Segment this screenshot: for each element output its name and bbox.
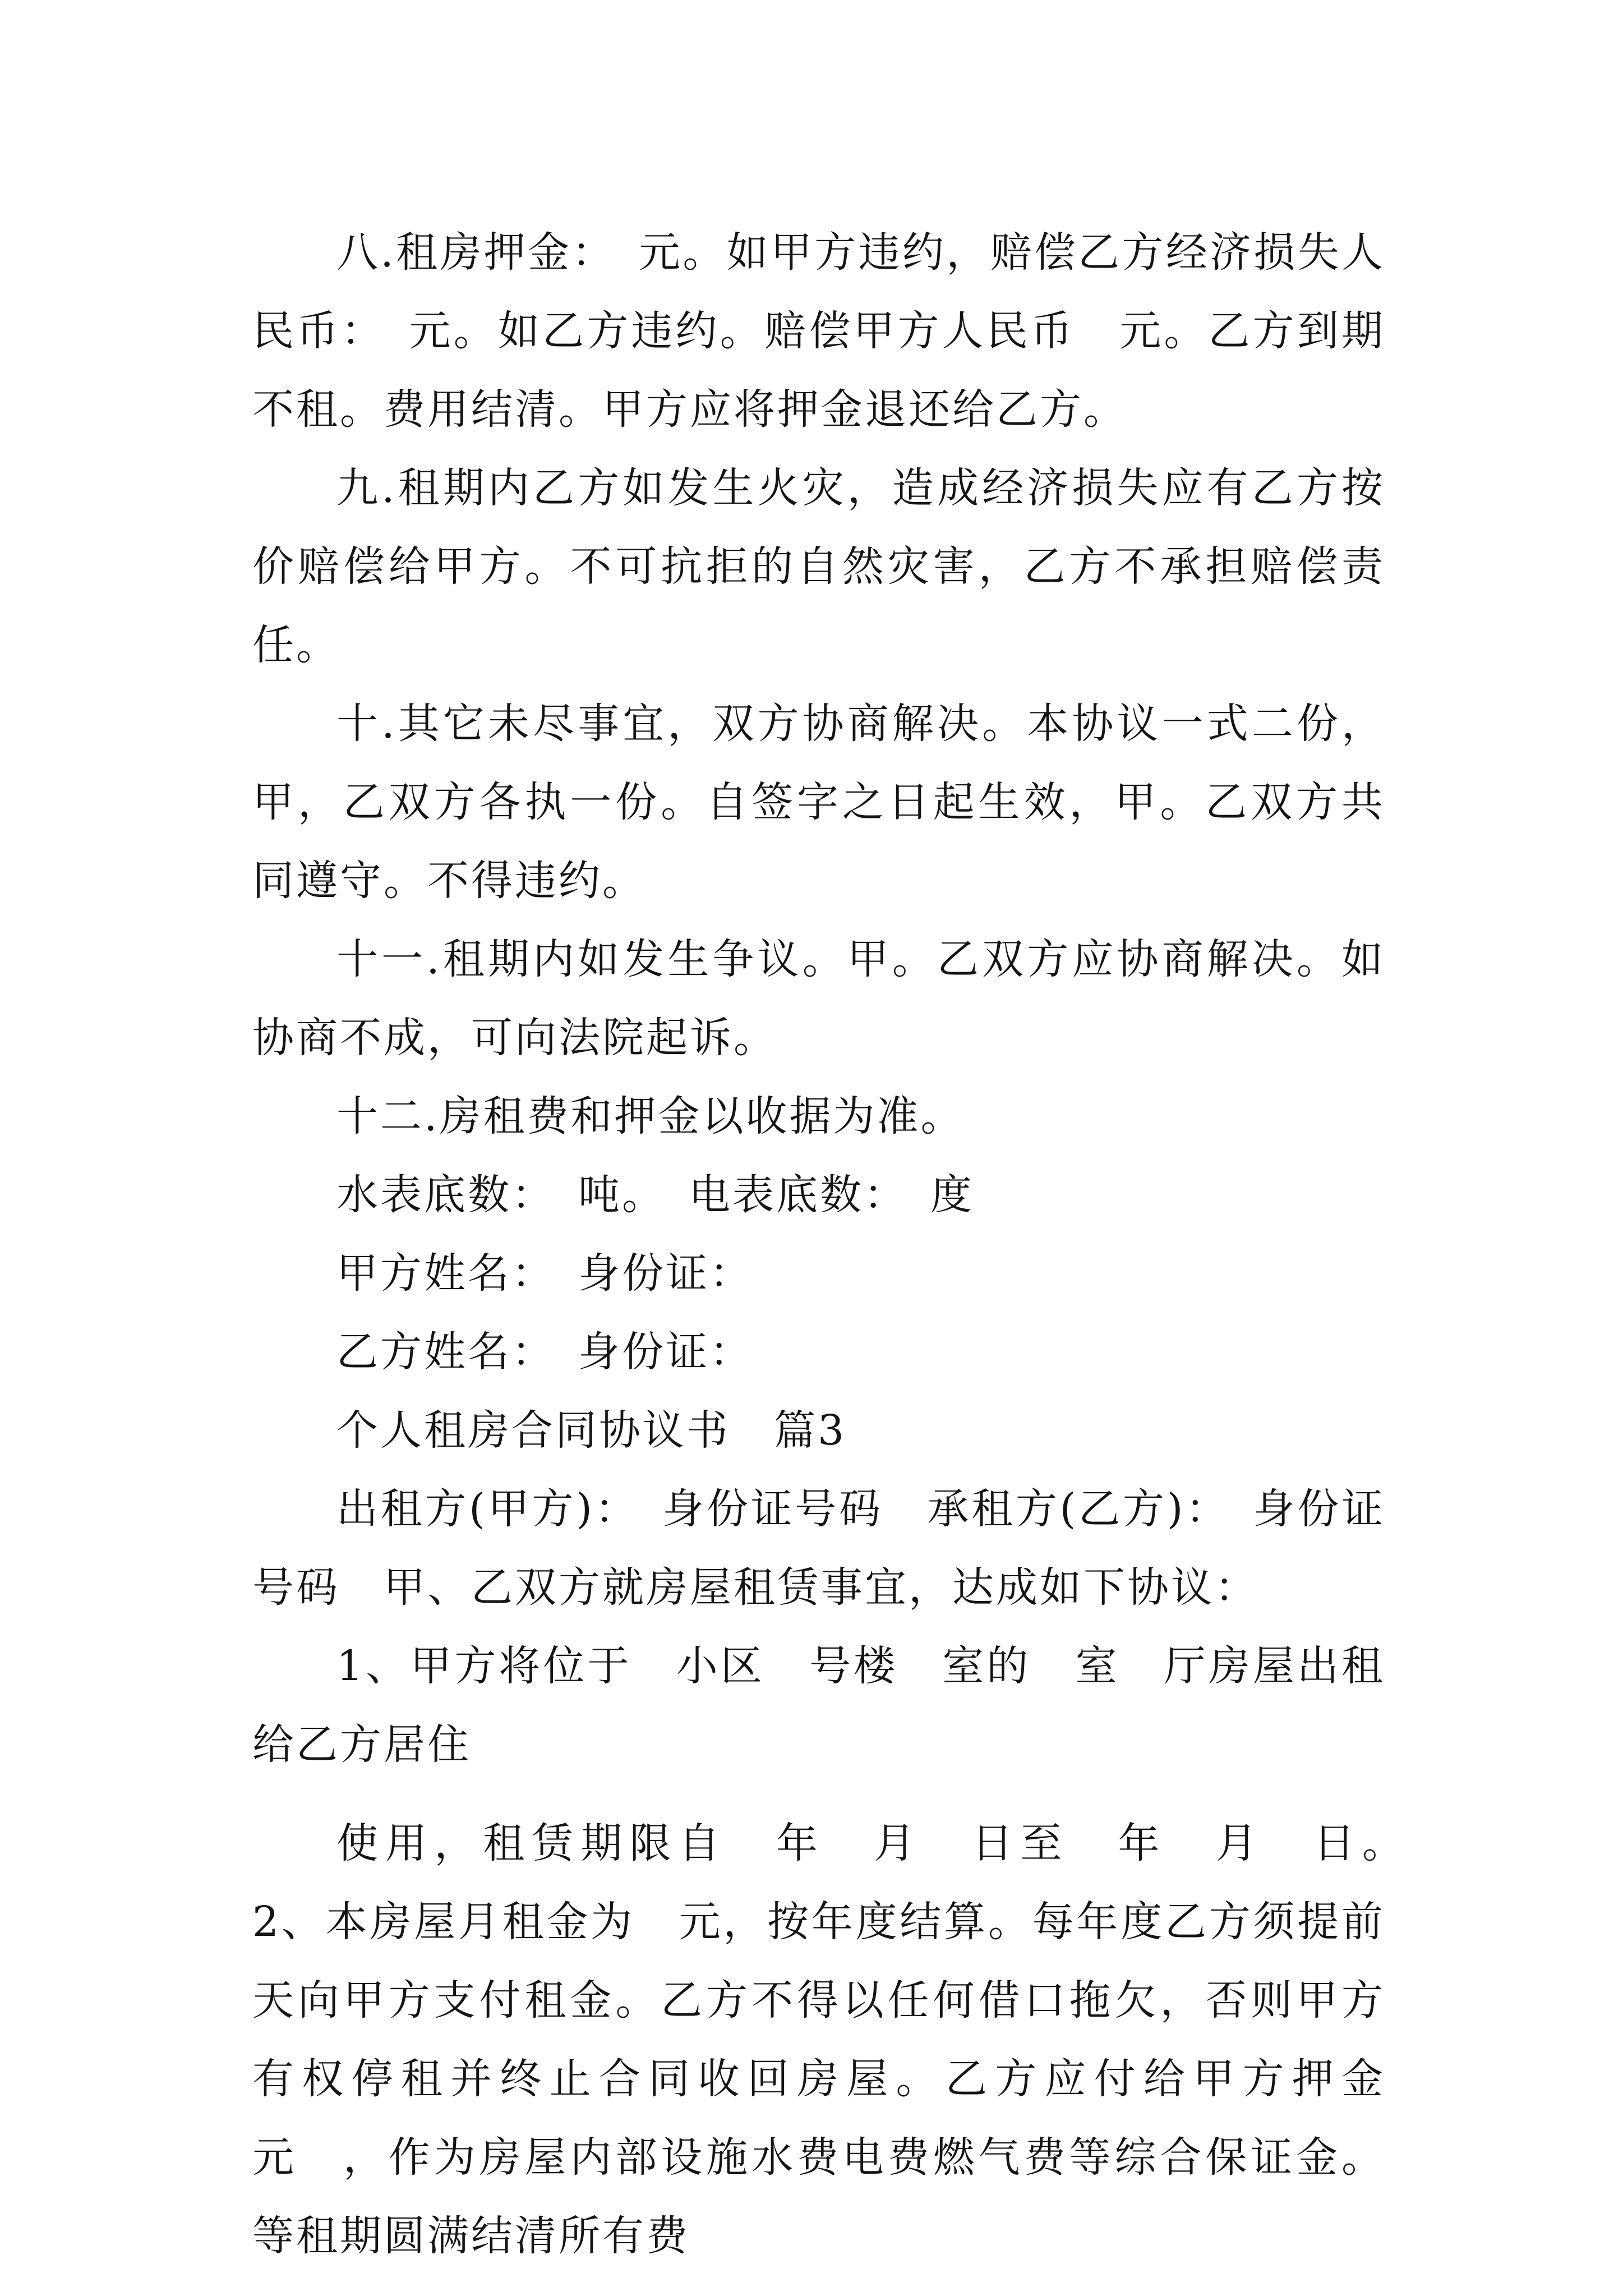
clause-10-paragraph: 十.其它未尽事宜，双方协商解决。本协议一式二份，甲，乙双方各执一份。自签字之日起生效，甲。乙双方共同遵守。不得违约。	[252, 700, 1385, 905]
clause-9-paragraph: 九.租期内乙方如发生火灾，造成经济损失应有乙方按价赔偿给甲方。不可抗拒的自然灾害，乙方不承担赔偿责任。	[252, 464, 1385, 669]
clause-12-paragraph: 十二.房租费和押金以收据为准。	[336, 1092, 965, 1140]
clause-11-paragraph: 十一.租期内如发生争议。甲。乙双方应协商解决。如协商不成，可向法院起诉。	[252, 935, 1385, 1062]
article-1-continuation-paragraph: 使用，租赁期限自 年 月 日至 年 月 日。 2、本房屋月租金为 元，按年度结算。每年度乙方须提前 天向甲方支付租金。乙方不得以任何借口拖欠，否则甲方有权停租并终止合同收回房屋。乙方应付给甲方押金 元 ，作为房屋内部设施水费电费燃气费等综合保证金。等租期圆满结清所有费	[252, 1819, 1429, 2260]
document-body	[252, 213, 1429, 2275]
section-title: 个人租房合同协议书 篇3	[336, 1406, 847, 1455]
clause-8-paragraph: 八.租房押金： 元。如甲方违约，赔偿乙方经济损失人民币： 元。如乙方违约。赔偿甲方人民币 元。乙方到期不租。费用结清。甲方应将押金退还给乙方。	[252, 228, 1385, 434]
meter-readings-line: 水表底数： 吨。 电表底数： 度	[336, 1171, 974, 1219]
party-b-signature-line: 乙方姓名： 身份证：	[336, 1328, 753, 1376]
parties-paragraph: 出租方(甲方)： 身份证号码 承租方(乙方)： 身份证号码 甲、乙双方就房屋租赁事宜，达成如下协议：	[252, 1485, 1385, 1612]
article-1-paragraph: 1、甲方将位于 小区 号楼 室的 室 厅房屋出租给乙方居住	[252, 1642, 1385, 1769]
party-a-signature-line: 甲方姓名： 身份证：	[336, 1249, 753, 1297]
